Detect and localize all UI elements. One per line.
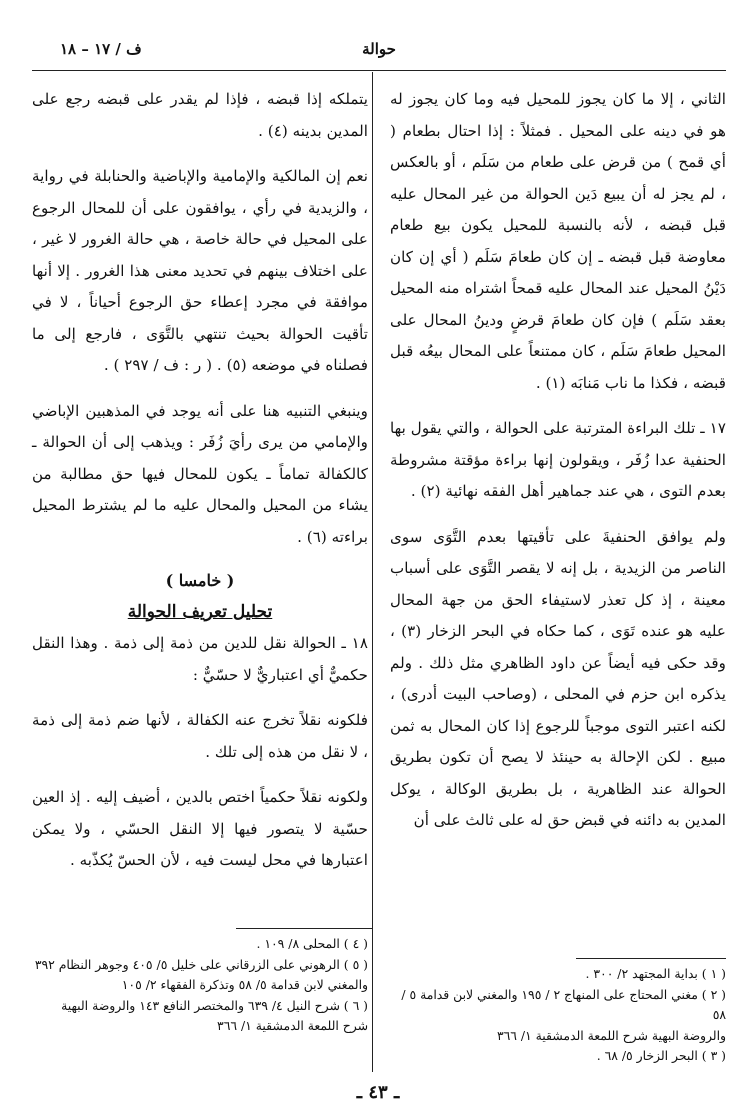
paragraph: ولكونه نقلاً حكمياً اختص بالدين ، أضيف إليه . إذ العين حسّية لا يتصور فيها إلا النقل الحسّي ، ولا يمكن اعتبارها في محل ليست فيه ، لأن الحسّ يُكذّبه .: [32, 788, 368, 869]
page-number: ـ ٤٣ ـ: [356, 1082, 400, 1103]
footnote-rule: [236, 928, 372, 929]
footnote: ( ١ ) بداية المجتهد ٢/ ٣٠٠ .: [585, 966, 726, 981]
paragraph: ولم يوافق الحنفيةَ على تأقيتها بعدم التَّوَى سوى الناصر من الزيدية ، بل إنه لا يقصر التَّوَى على أسباب معينة ، إذ كل تعذر لاستيفاء الحق من جهة المحال عليه هو عنده تَوَى ، كما حكاه في البحر الزخار (٣) ، وقد حكى فيه أيضاً عن داود الظاهري مثل ذلك . ولم يذكره ابن حزم في المحلى ، (وصاحب البيت أدرى) ، لكنه اعتبر التوى موجباً للرجوع إذا كان المحال به ثمن مبيع . لكن الإحالة به حينئذ لا يصح أن تكون بطريق الحوالة عند الظاهرية ، بل بطريق الوكالة ، يوكل المدين به دائنه في قبض حق له على ثالث على أن: [390, 527, 726, 829]
footnotes-right: [390, 964, 726, 1067]
paragraph-17: ١٧ ـ تلك البراءة المترتبة على الحوالة ، والتي يقول بها الحنفية عدا زُفَر ، ويقولون إنها براءة مؤقتة مشروطة بعدم التوى ، هي عند جماهير أهل الفقه نهائية (٢) .: [390, 419, 726, 500]
running-title: حوالة: [362, 40, 396, 58]
right-column: [390, 84, 726, 837]
paragraph-range: ف / ١٧ – ١٨: [60, 40, 142, 58]
paragraph: فلكونه نقلاً تخرج عنه الكفالة ، لأنها ضم ذمة إلى ذمة ، لا نقل من هذه إلى تلك .: [32, 711, 368, 761]
footnotes-left: [32, 934, 368, 1037]
footnote: ( ٣ ) البحر الزخار ٥/ ٦٨ .: [596, 1048, 726, 1063]
footnote: ( ٦ ) شرح النيل ٤/ ٦٣٩ والمختصر النافع ١٤٣ والروضة البهية: [61, 997, 368, 1013]
footnote: شرح اللمعة الدمشقية ١/ ٣٦٦: [217, 1018, 368, 1033]
footnote: ( ٢ ) مغني المحتاج على المنهاج ٢ / ١٩٥ والمغني لابن قدامة ٥ / ٥٨: [401, 986, 726, 1022]
paragraph: الثاني ، إلا ما كان يجوز للمحيل فيه وما كان يجوز له هو في دينه على المحيل . فمثلاً : إذا احتال بطعام ( أي قمح ) من قرض على طعام من سَلَم ، أو بالعكس ، لم يجز له أن يبيع دَين الحوالة من غير المحال عليه قبل قبضه ، لأنه بالنسبة للمحيل يكون بيع طعام معاوضة قبل قبضه ـ إن كان طعامَ سَلَم ( أي إن كان دَيْنُ المحيل عند المحال عليه قمحاً اشتراه منه المحيل بعقد سَلَم ) فإن كان طعامَ قرضٍ ودينُ المحال على المحيل طعامَ سَلَم ، كان ممتنعاً على المحال بيعُه قبل قبضه ، فكذا ما ناب مَنابَه (١) .: [390, 90, 726, 392]
page-header: [32, 40, 726, 66]
paragraph: نعم إن المالكية والإمامية والإباضية والحنابلة في رواية ، والزيدية في رأي ، يوافقون على أن للمحال الرجوع على المحيل في حالة خاصة ، هي حالة الغرور لا غير ، على اختلاف بينهم في تحديد معنى هذا الغرور . إلا أنها موافقة في مجرد إعطاء حق الرجوع أحياناً ، لا في تأقيت الحوالة بحيث تنتهي بالتَّوَى ، فارجع إلى ما فصلناه في موضعه (٥) . ( ر : ف / ٢٩٧ ) .: [32, 167, 368, 374]
header-rule: [32, 70, 726, 71]
footnote: ( ٤ ) المحلى ٨/ ١٠٩ .: [256, 936, 368, 951]
section-title: تحليل تعريف الحوالة: [127, 601, 273, 622]
footnote: والروضة البهية شرح اللمعة الدمشقية ١/ ٣٦٦: [496, 1027, 726, 1043]
footnote: والمغني لابن قدامة ٥/ ٥٨ وتذكرة الفقهاء ٢/ ١٠٥: [121, 977, 368, 992]
footnote: ( ٥ ) الرهوني على الزرقاني على خليل ٥/ ٤٠٥ وجوهر النظام ٣٩٢: [34, 956, 368, 972]
footnote-rule: [576, 958, 726, 959]
column-divider: [372, 72, 373, 1072]
paragraph-18: ١٨ ـ الحوالة نقل للدين من ذمة إلى ذمة . وهذا النقل حكميٌّ أي اعتباريٌّ لا حسّيٌّ :: [32, 634, 368, 684]
left-column: [32, 84, 368, 877]
paragraph: يتملكه إذا قبضه ، فإذا لم يقدر على قبضه رجع على المدين بدينه (٤) .: [32, 90, 368, 140]
paragraph: وينبغي التنبيه هنا على أنه يوجد في المذهبين الإباضي والإمامي من يرى رأيَ زُفَر : ويذهب إلى أن الحوالة ـ كالكفالة تماماً ـ يكون للمحال فيها حق مطالبة من يشاء من المحيل والمحال عليه ما لم يشترط المحيل براءته (٦) .: [32, 401, 368, 546]
section-number: ( خامسا ): [165, 571, 235, 590]
